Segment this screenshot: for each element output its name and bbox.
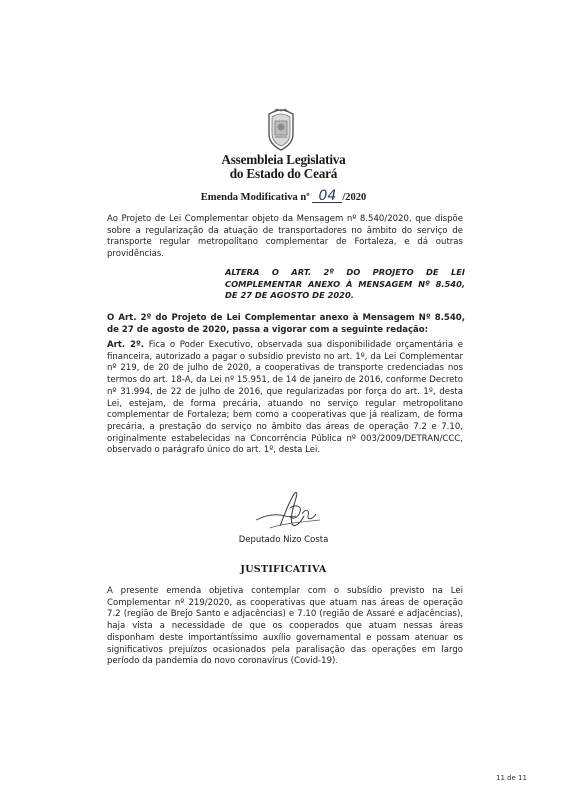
coat-of-arms-icon (263, 108, 299, 152)
amendment-prefix: Emenda Modificativa nº (200, 192, 310, 203)
institution-name-line1: Assembleia Legislativa (221, 152, 346, 167)
altera-heading: ALTERA O ART. 2º DO PROJETO DE LEI COMPLEMENTAR ANEXO À MENSAGEM Nº 8.540, DE 27 DE AGOSTO DE 2020. (225, 267, 465, 301)
institution-name-line2: do Estado do Ceará (229, 166, 338, 181)
intro-paragraph: Ao Projeto de Lei Complementar objeto da Mensagem nº 8.540/2020, que dispõe sobre a regularização da atuação de transportadores no âmbito do serviço de transporte regular metropolitano complementar de Fortaleza, e dá outras providências. (107, 214, 463, 260)
amendment-number: 04 (312, 191, 342, 203)
justification-paragraph: A presente emenda objetiva contemplar com o subsídio previsto na Lei Complementar nº 219/2020, as cooperativas que atuam nas áreas de operação 7.2 (região de Brejo Santo e adjacências) e 7.10 (região de Assaré e adjacências), haja vista a necessidade de que os cooperados que atuam nessas áreas disponham deste importantíssimo auxílio governamental e possam atenuar os significativos prejuízos ocasionados pela paralisação das operações em largo período da pandemia do novo coronavírus (Covid-19). (107, 586, 463, 667)
amendment-year: /2020 (342, 192, 367, 203)
page-number: 11 de 11 (495, 774, 527, 782)
article-text: Fica o Poder Executivo, observada sua disponibilidade orçamentária e financeira, autorizado a pagar o subsídio previsto no art. 1º, da Lei Complementar nº 219, de 20 de julho de 2020, a cooperativas de transporte credenciadas nos termos do art. 18-A, da Lei nº 15.951, de 14 de janeiro de 2016, conforme Decreto nº 31.994, de 22 de julho de 2016, que regularizadas por força do art. 1º, desta Lei, estejam, de forma precária, atuando no serviço regular metropolitano complementar de Fortaleza; bem como a cooperativas que já realizam, de forma precária, a prestação do serviço no âmbito das áreas de operação 7.2 e 7.10, originalmente estabelecidas na Concorrência Pública nº 003/2009/DETRAN/CCC, observado o parágrafo único do art. 1º, desta Lei. (107, 340, 464, 456)
article-paragraph (107, 340, 463, 457)
amendment-title (0, 188, 567, 204)
justification-heading: JUSTIFICATIVA (240, 564, 327, 575)
article-label: Art. 2º. (107, 340, 145, 350)
handwritten-signature-icon (250, 486, 330, 534)
amendment-statement: O Art. 2º do Projeto de Lei Complementar anexo à Mensagem Nº 8.540, de 27 de agosto de 2020, passa a vigorar com a seguinte redação: (107, 313, 465, 335)
signatory-name: Deputado Nizo Costa (238, 535, 329, 545)
